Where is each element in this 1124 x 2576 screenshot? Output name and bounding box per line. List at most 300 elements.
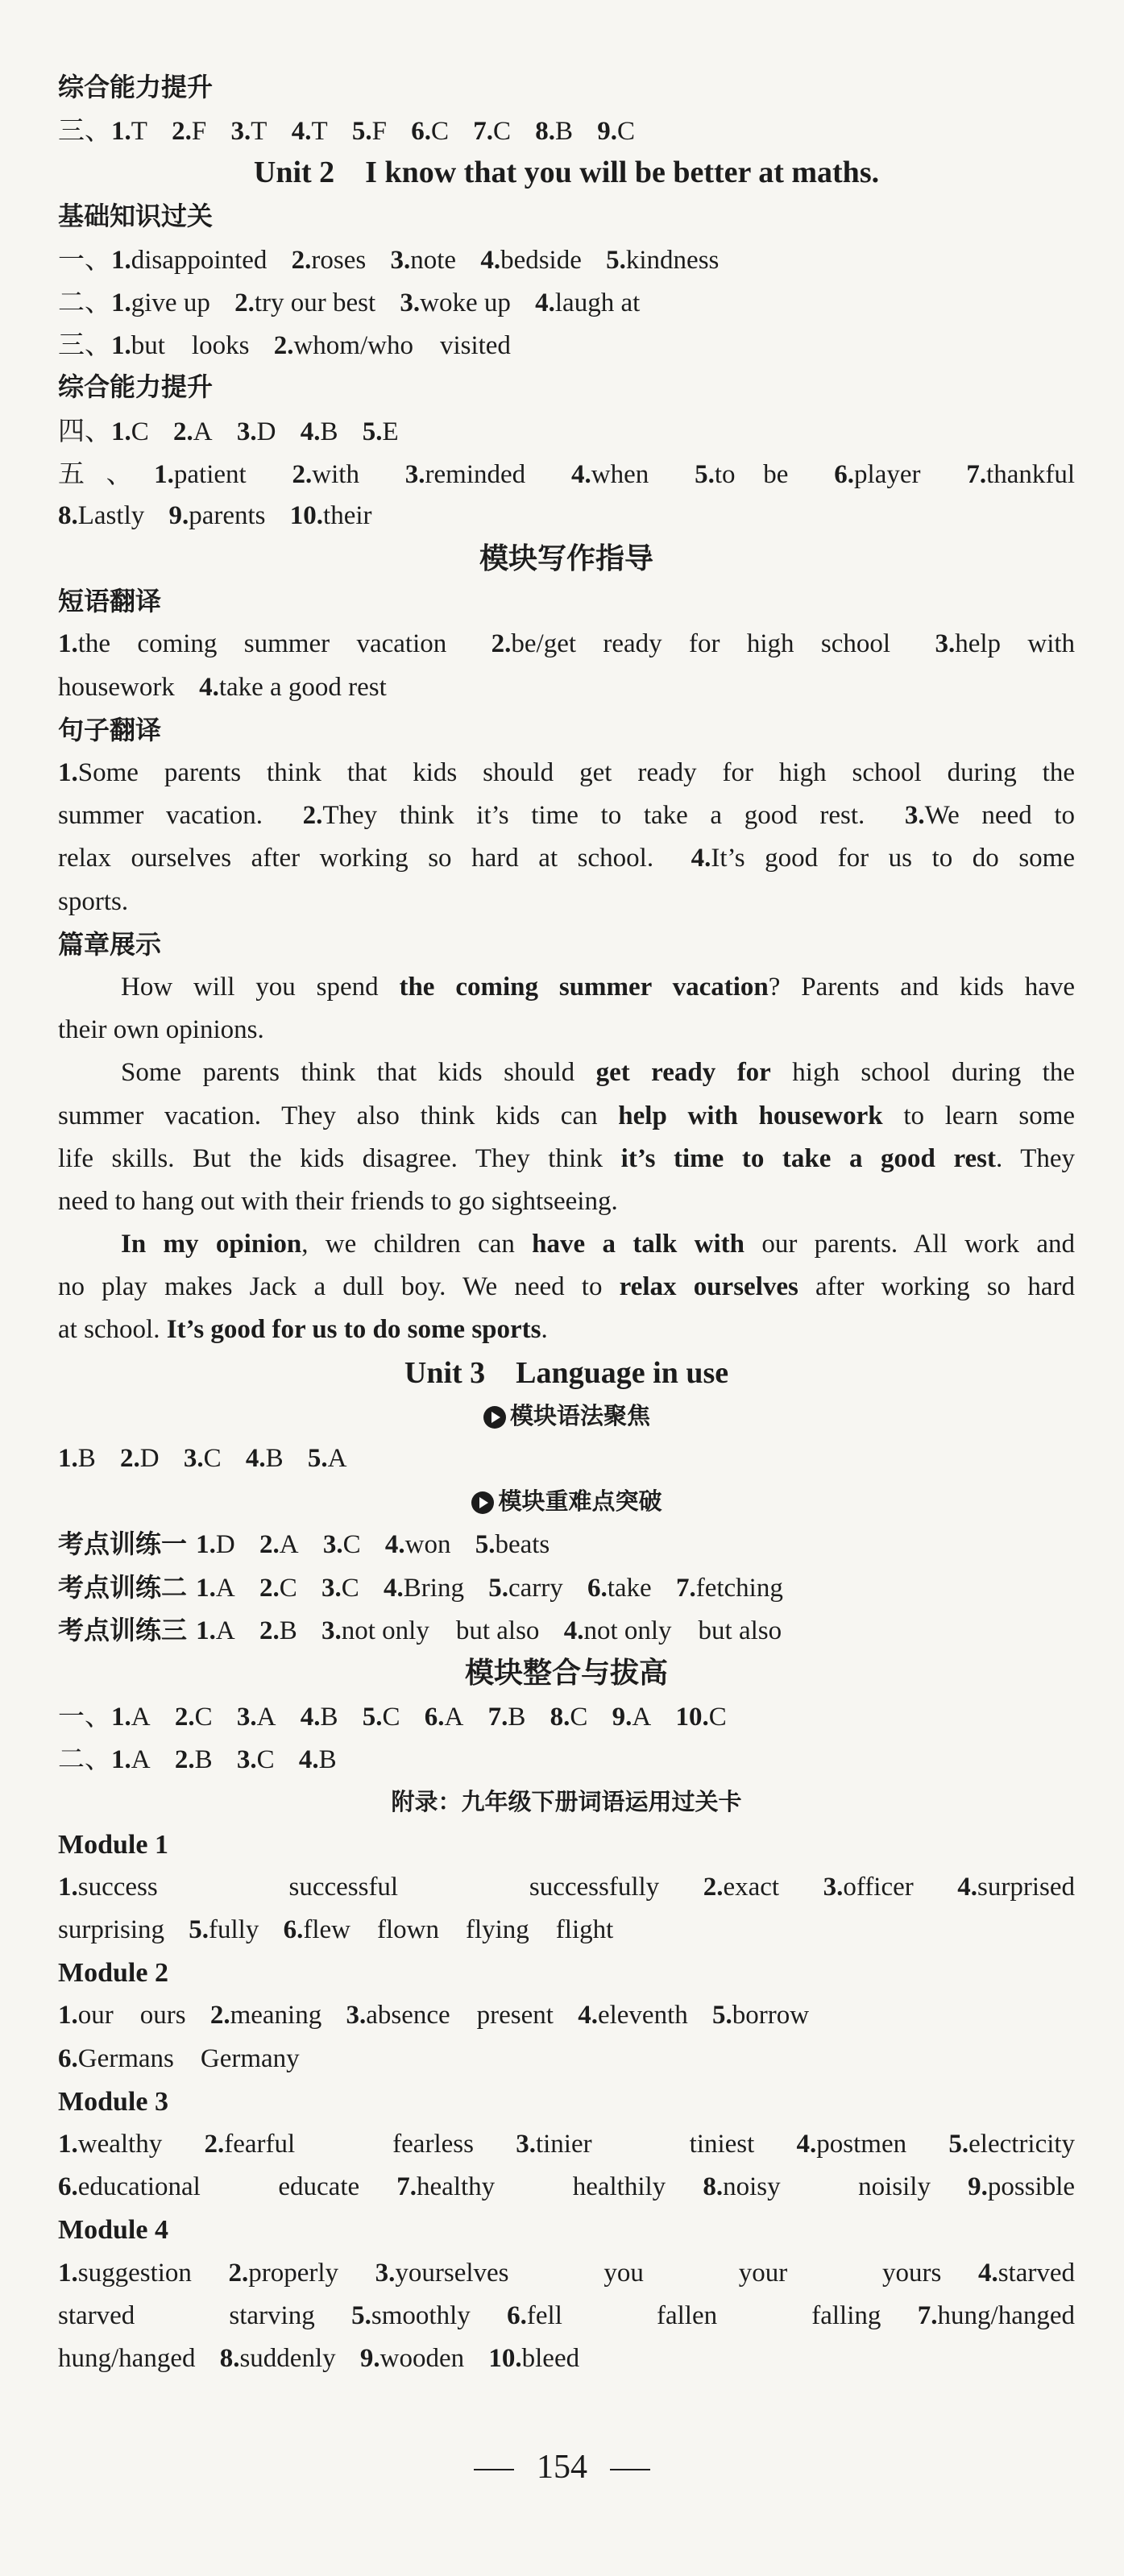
answer-text: thankful xyxy=(986,459,1075,489)
answer-item xyxy=(411,117,449,146)
essay-text: , we children can xyxy=(301,1230,533,1259)
section-title: 模块写作指导 xyxy=(479,542,653,576)
answer-item xyxy=(703,2172,931,2201)
answer-item xyxy=(384,1574,464,1603)
answer-item xyxy=(58,2344,195,2373)
answer-number: 1. xyxy=(111,417,131,446)
answer-text: try our best xyxy=(254,288,376,317)
answer-number: 1. xyxy=(58,1872,78,1902)
answer-number: 2. xyxy=(302,801,323,831)
answer-text: C xyxy=(279,1573,297,1603)
section-heading: 综合能力提升 xyxy=(58,72,214,102)
answer-item xyxy=(58,2130,162,2159)
answer-item xyxy=(612,1703,652,1732)
footer-dash-left xyxy=(474,2469,514,2470)
answer-text: postmen xyxy=(816,2130,907,2159)
answer-number: 3. xyxy=(375,2258,396,2288)
answer-item xyxy=(363,1703,400,1732)
answer-item xyxy=(204,2130,473,2159)
answer-number: 4. xyxy=(571,459,591,489)
essay-text: high school during the xyxy=(770,1058,1075,1088)
answer-item xyxy=(303,801,865,830)
answer-number: 3. xyxy=(183,1444,204,1473)
answer-number: 8. xyxy=(219,2343,240,2373)
answer-group-label: 四、 xyxy=(58,414,111,446)
answer-text: eleventh xyxy=(597,2001,688,2031)
answer-number: 5. xyxy=(351,2300,371,2330)
subsection-title xyxy=(58,1395,1075,1437)
answer-number: 3. xyxy=(346,2001,367,2031)
answer-text: healthy healthily xyxy=(417,2172,666,2202)
answer-number: 1. xyxy=(196,1616,216,1645)
answer-text: D xyxy=(139,1444,160,1473)
answer-text: housework xyxy=(58,672,175,702)
answer-text: player xyxy=(854,459,921,489)
answer-text: laugh at xyxy=(554,288,641,317)
answer-row xyxy=(58,323,1075,366)
answer-item xyxy=(597,117,635,146)
answer-item xyxy=(220,2344,336,2373)
answer-text: fetching xyxy=(695,1573,783,1603)
answer-text: C xyxy=(617,117,636,147)
answer-text: We need to xyxy=(924,801,1075,831)
answer-number: 8. xyxy=(535,117,556,147)
answer-number: 5. xyxy=(189,1915,209,1945)
essay-key-phrase: get ready for xyxy=(595,1058,771,1088)
essay-text: at school. xyxy=(58,1315,167,1345)
answer-item xyxy=(58,2301,315,2330)
answer-number: 1. xyxy=(58,2258,78,2288)
answer-item xyxy=(175,1703,213,1732)
answer-number: 4. xyxy=(796,2130,817,2159)
answer-text: bedside xyxy=(500,245,582,275)
answer-number: 4. xyxy=(300,1703,321,1732)
answer-row xyxy=(58,109,1075,151)
answer-number: 2. xyxy=(259,1573,280,1603)
answer-row xyxy=(58,409,1075,452)
essay-key-phrase: it’s time to take a good rest xyxy=(620,1143,996,1173)
answer-row xyxy=(58,2166,1075,2209)
answer-text: exact xyxy=(723,1872,780,1902)
answer-number: 6. xyxy=(834,459,855,489)
answer-text: T xyxy=(131,117,147,147)
answer-text: A xyxy=(131,1745,151,1775)
answer-item xyxy=(425,1703,464,1732)
answer-item xyxy=(290,501,372,530)
essay-text: ? Parents and kids have xyxy=(768,972,1075,1002)
answer-number: 9. xyxy=(968,2172,988,2202)
answer-text: C xyxy=(382,1703,400,1732)
answer-row xyxy=(58,1866,1075,1909)
answer-item xyxy=(58,2001,186,2030)
answer-text: A xyxy=(193,417,213,446)
answer-text: tinier tiniest xyxy=(535,2130,755,2159)
unit-title: Unit 2 I know that you will be better at maths. xyxy=(253,156,880,190)
answer-text: It’s good for us to do some xyxy=(711,844,1075,873)
answer-text: suddenly xyxy=(239,2343,336,2373)
answer-item xyxy=(58,501,144,530)
answer-text: A xyxy=(444,1703,464,1732)
answer-text: carry xyxy=(508,1573,563,1603)
answer-text: noisy noisily xyxy=(723,2172,931,2202)
answer-text: fell fallen falling xyxy=(526,2300,881,2330)
answer-text: B xyxy=(279,1616,297,1645)
answer-row xyxy=(58,280,1075,323)
answer-item xyxy=(259,1574,297,1603)
answer-number: 9. xyxy=(168,500,189,530)
answer-number: 6. xyxy=(424,1703,445,1732)
answer-number: 10. xyxy=(289,500,324,530)
answer-text: Germans Germany xyxy=(77,2043,300,2073)
answer-item xyxy=(237,417,276,446)
answer-item xyxy=(346,2001,553,2030)
answer-number: 2. xyxy=(174,1703,195,1732)
answer-text: B xyxy=(320,1703,338,1732)
answer-text: wealthy xyxy=(77,2130,163,2159)
answer-item xyxy=(535,288,640,317)
answer-text: C xyxy=(194,1703,213,1732)
answer-number: 1. xyxy=(111,1703,131,1732)
answer-number: 4. xyxy=(245,1444,266,1473)
section-heading: 短语翻译 xyxy=(58,586,162,617)
answer-text: Bring xyxy=(403,1573,464,1603)
answer-text: take xyxy=(607,1573,652,1603)
answer-item xyxy=(292,117,328,146)
answer-row xyxy=(58,837,1075,880)
answer-text: fearful fearless xyxy=(224,2130,474,2159)
answer-item xyxy=(587,1574,652,1603)
answer-item xyxy=(111,117,147,146)
answer-number: 3. xyxy=(230,117,251,147)
answer-text: when xyxy=(591,459,649,489)
answer-number: 2. xyxy=(273,331,294,361)
answer-text: C xyxy=(708,1703,727,1732)
answer-text: hung/hanged xyxy=(937,2300,1075,2330)
answer-text: beats xyxy=(495,1530,550,1560)
answer-item xyxy=(301,1703,338,1732)
answer-text: C xyxy=(570,1703,588,1732)
answer-text: starved xyxy=(997,2258,1075,2288)
module-heading: Module 2 xyxy=(58,1958,168,1989)
answer-item xyxy=(292,460,359,489)
answer-content xyxy=(58,66,1075,2380)
answer-item xyxy=(480,246,582,275)
answer-item xyxy=(292,246,367,275)
answer-number: 4. xyxy=(578,2001,598,2031)
answer-item xyxy=(676,1574,783,1603)
answer-number: 1. xyxy=(111,331,131,361)
answer-number: 7. xyxy=(487,1703,508,1732)
answer-item xyxy=(111,417,149,446)
answer-number: 3. xyxy=(236,1745,257,1775)
section-heading: 基础知识过关 xyxy=(58,200,214,231)
answer-row xyxy=(58,752,1075,794)
essay-line xyxy=(58,1052,1075,1094)
answer-group-label: 三、 xyxy=(58,329,111,361)
answer-text: A xyxy=(632,1703,652,1732)
answer-item xyxy=(606,246,719,275)
answer-text: possible xyxy=(987,2172,1075,2202)
answer-item xyxy=(712,2001,809,2030)
answer-item xyxy=(175,1745,213,1774)
answer-item xyxy=(299,1745,337,1774)
answer-number: 4. xyxy=(480,245,501,275)
answer-text: B xyxy=(320,417,338,446)
answer-number: 3. xyxy=(904,801,925,831)
answer-number: 7. xyxy=(396,2172,417,2202)
answer-number: 4. xyxy=(199,672,219,702)
essay-line xyxy=(58,966,1075,1009)
answer-item xyxy=(199,673,387,702)
answer-text: yourselves you your yours xyxy=(395,2258,942,2288)
section-heading: 综合能力提升 xyxy=(58,371,214,403)
answer-number: 8. xyxy=(703,2172,724,2202)
answer-item xyxy=(120,1444,160,1473)
answer-number: 3. xyxy=(322,1530,343,1560)
essay-text: our parents. All work and xyxy=(744,1230,1075,1259)
answer-text: surprising xyxy=(58,1915,164,1945)
answer-item xyxy=(918,2301,1075,2330)
answer-text: give up xyxy=(131,288,210,317)
answer-number: 5. xyxy=(362,417,383,446)
answer-text: won xyxy=(404,1530,451,1560)
answer-item xyxy=(405,460,525,489)
answer-item xyxy=(58,1915,164,1944)
answer-number: 3. xyxy=(321,1573,342,1603)
answer-text: officer xyxy=(843,1872,914,1902)
answer-text: electricity xyxy=(968,2130,1075,2159)
answer-text: B xyxy=(508,1703,526,1732)
essay-key-phrase: It’s good for us to do some sports xyxy=(166,1315,541,1345)
answer-item xyxy=(301,417,338,446)
answer-number: 9. xyxy=(612,1703,633,1732)
answer-item xyxy=(237,1745,275,1774)
essay-text: no play makes Jack a dull boy. We need to xyxy=(58,1272,620,1302)
answer-item xyxy=(352,117,387,146)
essay-line xyxy=(58,1138,1075,1180)
answer-item xyxy=(488,1574,563,1603)
answer-number: 5. xyxy=(948,2130,969,2159)
answer-number: 2. xyxy=(491,629,512,659)
answer-number: 2. xyxy=(228,2258,249,2288)
essay-line xyxy=(58,1266,1075,1309)
answer-text: F xyxy=(191,117,207,147)
answer-item xyxy=(473,117,511,146)
answer-item xyxy=(578,2001,688,2030)
answer-item xyxy=(111,331,249,360)
answer-item xyxy=(390,246,456,275)
answer-text: their xyxy=(323,500,372,530)
answer-row xyxy=(58,881,1075,923)
answer-item xyxy=(535,117,573,146)
answer-row xyxy=(58,2038,1075,2080)
answer-text: wooden xyxy=(380,2343,465,2373)
answer-text: to be xyxy=(714,459,789,489)
answer-item xyxy=(968,2172,1075,2201)
answer-group-label: 一、 xyxy=(58,243,111,275)
answer-group-label: 考点训练三 xyxy=(58,1614,197,1645)
answer-item xyxy=(564,1616,782,1645)
answer-number: 1. xyxy=(196,1530,216,1560)
answer-item xyxy=(111,246,267,275)
answer-item xyxy=(196,1530,235,1559)
answer-text: suggestion xyxy=(77,2258,192,2288)
answer-number: 1. xyxy=(58,629,78,659)
answer-item xyxy=(905,801,1075,830)
answer-number: 5. xyxy=(475,1530,496,1560)
answer-text: with xyxy=(312,459,359,489)
answer-text: D xyxy=(256,417,276,446)
answer-item xyxy=(111,288,210,317)
answer-row xyxy=(58,2337,1075,2380)
answer-group-label: 考点训练二 xyxy=(58,1571,197,1603)
answer-item xyxy=(229,2259,339,2288)
answer-item xyxy=(308,1444,347,1473)
answer-row xyxy=(58,1609,1075,1652)
answer-number: 1. xyxy=(111,117,131,147)
essay-key-phrase: In my opinion xyxy=(121,1230,302,1259)
answer-number: 2. xyxy=(234,288,255,317)
answer-row xyxy=(58,2252,1075,2295)
answer-text: relax ourselves after working so hard at school. xyxy=(58,844,654,873)
footer-dash-right xyxy=(610,2469,650,2470)
answer-item xyxy=(58,2172,359,2201)
answer-text: meaning xyxy=(230,2001,322,2031)
answer-item xyxy=(375,2259,942,2288)
answer-number: 5. xyxy=(606,245,626,275)
answer-item xyxy=(196,1574,235,1603)
answer-text: C xyxy=(341,1573,359,1603)
answer-number: 1. xyxy=(154,459,174,489)
answer-item xyxy=(966,460,1075,489)
answer-row xyxy=(58,1909,1075,1952)
answer-number: 2. xyxy=(259,1616,280,1645)
answer-text: B xyxy=(265,1444,284,1473)
answer-number: 3. xyxy=(516,2130,536,2159)
answer-group-label: 一、 xyxy=(58,1700,111,1732)
essay-key-phrase: have a talk with xyxy=(532,1230,744,1259)
answer-number: 2. xyxy=(292,459,313,489)
answer-number: 9. xyxy=(359,2343,380,2373)
essay-key-phrase: help with housework xyxy=(618,1101,883,1130)
answer-number: 1. xyxy=(58,2001,78,2031)
answer-text: borrow xyxy=(732,2001,810,2031)
answer-group-label: 五、 xyxy=(58,457,155,489)
answer-row xyxy=(58,666,1075,709)
answer-number: 2. xyxy=(120,1444,140,1473)
essay-key-phrase: relax ourselves xyxy=(619,1272,798,1302)
answer-number: 6. xyxy=(283,1915,304,1945)
answer-text: fully xyxy=(209,1915,259,1945)
answer-item xyxy=(231,117,268,146)
essay-text: their own opinions. xyxy=(58,1015,264,1045)
answer-text: T xyxy=(311,117,328,147)
answer-item xyxy=(237,1703,276,1732)
answer-number: 4. xyxy=(300,417,321,446)
answer-number: 1. xyxy=(58,2130,78,2159)
answer-text: our ours xyxy=(77,2001,186,2031)
answer-item xyxy=(58,2044,300,2073)
answer-number: 8. xyxy=(58,500,78,530)
essay-line xyxy=(58,1180,1075,1223)
answer-item xyxy=(58,1873,659,1902)
answer-number: 2. xyxy=(209,2001,230,2031)
answer-number: 7. xyxy=(473,117,493,147)
answer-item xyxy=(172,117,206,146)
answer-item xyxy=(58,673,175,702)
answer-item xyxy=(246,1444,284,1473)
answer-number: 6. xyxy=(58,2172,78,2202)
answer-number: 4. xyxy=(977,2258,998,2288)
answer-text: woke up xyxy=(420,288,511,317)
answer-text: be/get ready for high school xyxy=(511,629,891,659)
answer-item xyxy=(274,331,511,360)
answer-text: not only but also xyxy=(341,1616,540,1645)
essay-text: after working so hard xyxy=(798,1272,1075,1302)
answer-item xyxy=(184,1444,222,1473)
answer-text: A xyxy=(215,1616,235,1645)
answer-text: A xyxy=(327,1444,347,1473)
answer-number: 4. xyxy=(563,1616,584,1645)
answer-number: 4. xyxy=(298,1745,319,1775)
answer-number: 4. xyxy=(691,844,711,873)
section-heading: 句子翻译 xyxy=(58,714,162,745)
answer-item xyxy=(834,460,920,489)
answer-number: 5. xyxy=(711,2001,732,2031)
answer-item xyxy=(978,2259,1075,2288)
answer-group-label: 二、 xyxy=(58,285,111,317)
answer-item xyxy=(173,417,213,446)
answer-item xyxy=(957,1873,1075,1902)
page-footer xyxy=(0,2448,1124,2487)
answer-number: 2. xyxy=(204,2130,225,2159)
answer-item xyxy=(695,460,788,489)
answer-text: F xyxy=(371,117,387,147)
module-heading: Module 3 xyxy=(58,2086,168,2117)
answer-item xyxy=(797,2130,907,2159)
answer-item xyxy=(234,288,375,317)
answer-number: 7. xyxy=(675,1573,696,1603)
answer-item xyxy=(321,1574,359,1603)
answer-number: 6. xyxy=(507,2300,527,2330)
answer-number: 6. xyxy=(411,117,431,147)
section-heading: 篇章展示 xyxy=(58,928,162,960)
answer-number: 1. xyxy=(196,1573,216,1603)
essay-text: . They xyxy=(995,1143,1075,1173)
essay-text: Some parents think that kids should xyxy=(121,1058,596,1088)
answer-text: not only but also xyxy=(583,1616,782,1645)
answer-row xyxy=(58,1437,1075,1480)
essay-line xyxy=(58,1223,1075,1266)
answer-row xyxy=(58,238,1075,280)
answer-row xyxy=(58,1695,1075,1737)
answer-text: C xyxy=(131,417,149,446)
answer-number: 3. xyxy=(236,417,257,446)
unit-title: Unit 3 Language in use xyxy=(404,1355,729,1390)
answer-number: 4. xyxy=(384,1530,405,1560)
answer-text: C xyxy=(430,117,449,147)
answer-text: B xyxy=(318,1745,337,1775)
page-number: 154 xyxy=(537,2449,587,2486)
answer-number: 5. xyxy=(351,117,372,147)
answer-item xyxy=(488,2344,579,2373)
answer-number: 4. xyxy=(535,288,555,317)
answer-text: A xyxy=(215,1573,235,1603)
answer-row xyxy=(58,2295,1075,2337)
answer-number: 5. xyxy=(307,1444,328,1473)
answer-number: 2. xyxy=(172,117,192,147)
answer-number: 1. xyxy=(111,288,131,317)
